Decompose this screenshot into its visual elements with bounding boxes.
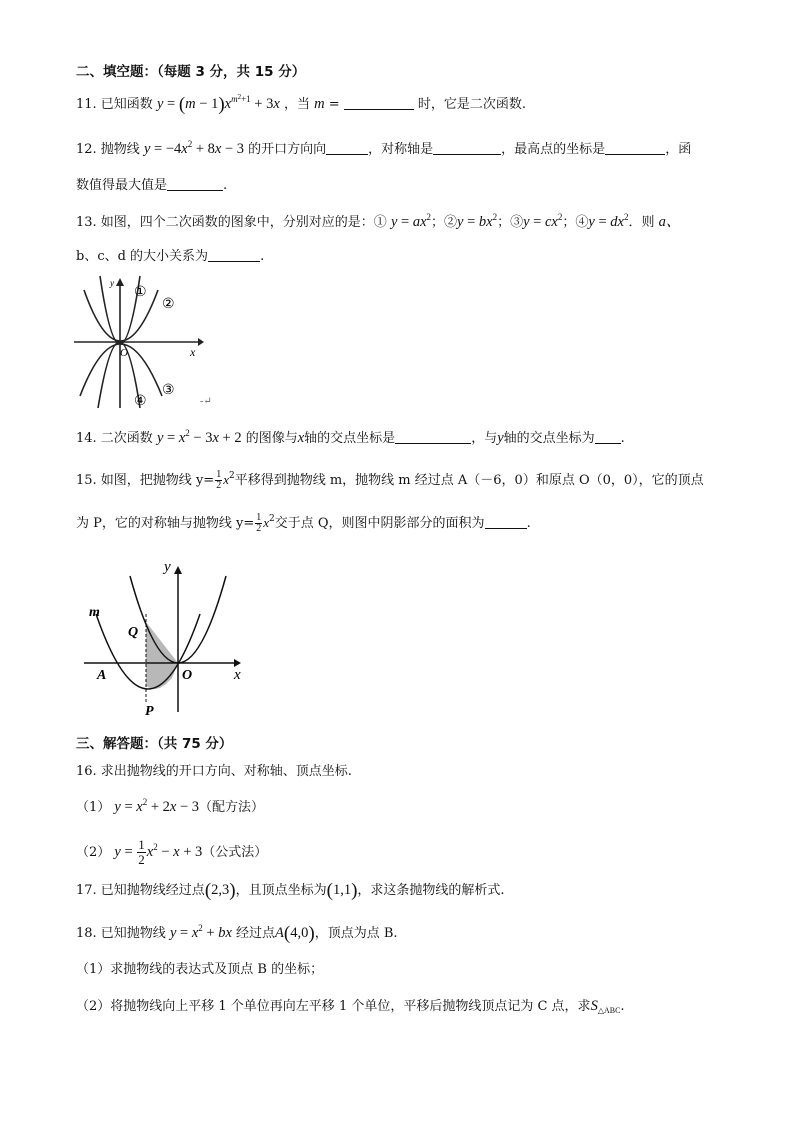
- q14-formula: $y = x^2 - 3x + 2$: [156, 428, 242, 446]
- q13-return-mark: -↵: [200, 396, 212, 407]
- q14-text-4: 轴的交点坐标是: [304, 431, 396, 446]
- question-11: 11. 已知函数 $y = (m - 1)x^{m^2+1} + 3x$ ，当 m = 时，它是二次函数.: [76, 93, 527, 115]
- question-18-part-1: [76, 960, 323, 980]
- q14-blank-1[interactable]: [395, 429, 471, 444]
- q12-text-4: ，最高点的坐标是: [501, 142, 606, 157]
- q13-y-arrow: [116, 278, 124, 286]
- q17-text-3: ，求这条抛物线的解析式.: [357, 883, 505, 898]
- q16-formula-1: $y = x^2 + 2x - 3$: [114, 797, 200, 815]
- q11-text: 11. 已知函数: [76, 97, 153, 112]
- question-16-part-2: [76, 838, 267, 867]
- question-16-part-1: [76, 797, 264, 818]
- q15-Q-label: Q: [128, 625, 139, 640]
- q13-y-label: y: [110, 278, 114, 288]
- q12-blank-2[interactable]: [433, 140, 501, 155]
- q15-x-arrow: [234, 659, 241, 667]
- question-17: [76, 880, 505, 901]
- q13-x-arrow: [198, 338, 204, 346]
- q17-point: (2,3): [204, 880, 236, 901]
- section-2-title: 二、填空题：（每题 3 分，共 15 分）: [76, 64, 306, 80]
- q17-vertex: (1,1): [326, 880, 358, 901]
- q13-text-7: b、c、d 的大小关系为: [76, 249, 209, 264]
- q14-text-5: ，与: [471, 431, 498, 446]
- q18-text-4: .: [620, 999, 625, 1014]
- q12-text-7: .: [223, 178, 228, 193]
- q13-text-8: .: [260, 249, 265, 264]
- question-15-cont: 为 P，它的对称轴与抛物线 y= $\frac{1}{2}$ $x^2$交于点 Q，则图中阴影部分的面积为 .: [76, 512, 531, 534]
- q11-formula: $y = (m - 1)x^{m^2+1} + 3x$: [156, 93, 280, 115]
- q16-text: 16. 求出抛物线的开口方向、对称轴、顶点坐标.: [76, 764, 352, 779]
- q15-blank[interactable]: [485, 514, 527, 529]
- question-15: 15. 如图，把抛物线 y= $\frac{1}{2}$ $x^2$平移得到抛物线 m，抛物线 m 经过点 A（－6，0）和原点 O（0，0），它的顶点: [76, 469, 704, 491]
- q14-x-var: x: [297, 430, 305, 446]
- q13-text-4: ；④: [562, 215, 589, 230]
- q12-blank-1[interactable]: [326, 140, 368, 155]
- q13-label-2: ②: [162, 297, 175, 312]
- q18-point: A(4,0): [275, 923, 315, 944]
- q17-text: 17. 已知抛物线经过点: [76, 883, 205, 898]
- q13-text: 13. 如图，四个二次函数的图象中，分别对应的是：①: [76, 215, 387, 230]
- q18-part-2: （2）将抛物线向上平移 1 个单位再向左平移 1 个单位，平移后抛物线顶点记为 C 点，求: [76, 999, 591, 1014]
- q16-part-1-label: （1）: [76, 800, 111, 815]
- question-16: [76, 762, 352, 782]
- q15-text-3: 为 P，它的对称轴与抛物线 y=: [76, 516, 255, 531]
- q13-figure: [70, 272, 220, 412]
- q12-formula: $y = -4x^2 + 8x - 3$: [143, 139, 244, 157]
- question-18-part-2: [76, 996, 625, 1017]
- q15-text-4: 交于点 Q，则图中阴影部分的面积为: [274, 516, 485, 531]
- q15-P-label: P: [145, 704, 154, 719]
- q18-area-symbol: $S_{\triangle ABC}$: [590, 998, 621, 1015]
- q11-text-3: 时，它是二次函数.: [417, 97, 527, 112]
- section-3-title: 三、解答题：（共 75 分）: [76, 736, 233, 752]
- q12-text: 12. 抛物线: [76, 142, 140, 157]
- q12-blank-3[interactable]: [605, 140, 665, 155]
- q15-text: 15. 如图，把抛物线 y=: [76, 473, 215, 488]
- q12-text-6: 数值得最大值是: [76, 178, 168, 193]
- q13-blank[interactable]: [208, 247, 260, 262]
- q12-text-5: ，函: [665, 142, 692, 157]
- q14-text: 14. 二次函数: [76, 431, 153, 446]
- q13-text-6: a、: [658, 214, 681, 230]
- q12-text-3: ，对称轴是: [368, 142, 434, 157]
- q18-formula: $y = x^2$ + bx: [169, 923, 232, 941]
- q13-text-5: ．则: [628, 215, 655, 230]
- q15-O-label: O: [182, 668, 193, 683]
- question-18: [76, 923, 398, 944]
- q13-label-1: ①: [134, 285, 147, 300]
- q16-method-1: （配方法）: [199, 800, 265, 815]
- q15-y-label: y: [164, 559, 171, 575]
- q14-text-8: .: [620, 431, 625, 446]
- q15-A-label: A: [97, 668, 107, 683]
- q15-y-arrow: [174, 566, 182, 574]
- q13-text-3: ；③: [497, 215, 524, 230]
- q15-text-5: .: [526, 516, 531, 531]
- question-12-cont: [76, 176, 227, 196]
- q14-blank-2[interactable]: [595, 429, 621, 444]
- q18-text: 18. 已知抛物线: [76, 926, 166, 941]
- q13-label-4: ④: [134, 394, 147, 409]
- q12-blank-4[interactable]: [167, 176, 223, 191]
- q18-part-1: （1）求抛物线的表达式及顶点 B 的坐标；: [76, 962, 324, 977]
- q16-method-2: （公式法）: [202, 844, 268, 860]
- q13-origin-label: O: [120, 347, 128, 359]
- question-13-cont: [76, 247, 264, 267]
- q13-text-2: ；②: [431, 215, 458, 230]
- q16-part-2-label: （2）: [76, 844, 111, 860]
- q12-text-2: 的开口方向向: [248, 142, 327, 157]
- question-14: [76, 428, 625, 449]
- q15-text-2: 平移得到抛物线 m，抛物线 m 经过点 A（－6，0）和原点 O（0，0），它的顶点: [234, 473, 704, 488]
- q15-x-label: x: [234, 667, 241, 683]
- q14-y-var: y: [497, 430, 504, 446]
- q11-blank[interactable]: [344, 95, 414, 110]
- q13-curve-2: [84, 290, 158, 341]
- q13-label-3: ③: [162, 383, 175, 398]
- q15-figure: [84, 554, 254, 719]
- q16-formula-2: y = $\frac{1}{2}$ $x^2 - x + 3$: [114, 837, 203, 867]
- question-13: 13. 如图，四个二次函数的图象中，分别对应的是：① $y = ax^2$；②y = $bx^2$；③y = $cx^2$；④y = $dx^2$．则 a、: [76, 212, 681, 230]
- q13-x-label: x: [190, 345, 196, 359]
- question-12: [76, 139, 691, 160]
- q18-text-3: ，顶点为点 B.: [314, 926, 398, 941]
- q14-text-2: 的图像与: [245, 431, 298, 446]
- q11-text-2: ，当: [283, 97, 310, 112]
- q15-shaded-region: [146, 622, 178, 689]
- q14-text-7: 轴的交点坐标为: [503, 431, 595, 446]
- q15-m-label: m: [89, 605, 100, 620]
- q17-text-2: ，且顶点坐标为: [235, 883, 327, 898]
- q18-text-2: 经过点: [236, 926, 276, 941]
